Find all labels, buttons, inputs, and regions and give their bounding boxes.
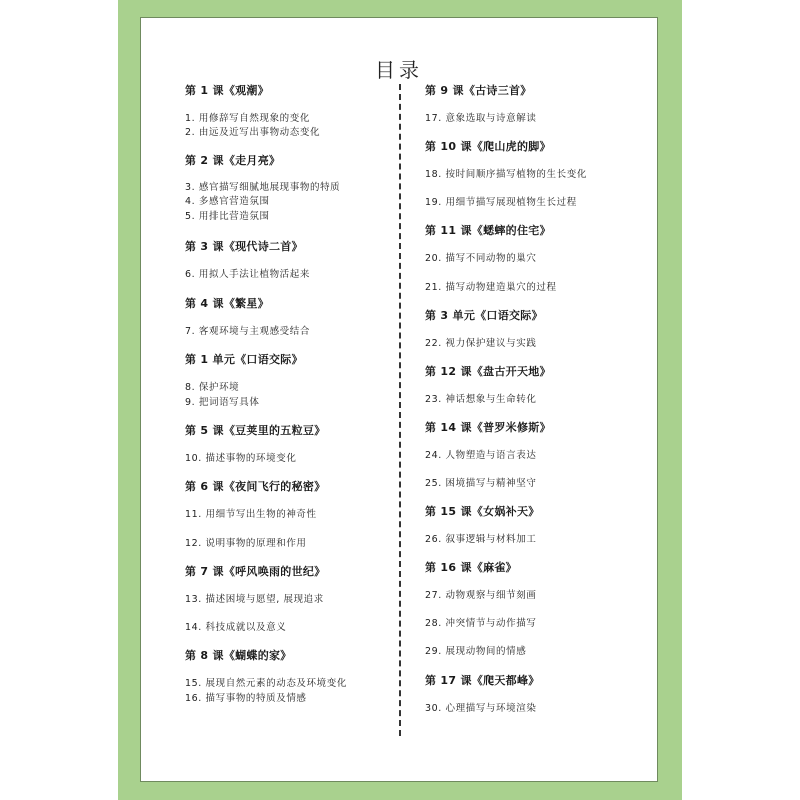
toc-item: 4. 多感官营造氛围 [185,196,270,207]
lesson-heading: 第 3 课《现代诗二首》 [185,240,303,253]
toc-item: 5. 用排比营造氛围 [185,211,270,222]
lesson-heading: 第 2 课《走月亮》 [185,154,281,167]
toc-item: 17. 意象选取与诗意解读 [425,113,537,124]
toc-item: 15. 展现自然元素的动态及环境变化 [185,678,347,689]
toc-item: 21. 描写动物建造巢穴的过程 [425,282,557,293]
lesson-heading: 第 12 课《盘古开天地》 [425,365,551,378]
toc-item: 12. 说明事物的原理和作用 [185,538,307,549]
toc-item: 30. 心理描写与环境渲染 [425,703,537,714]
toc-page [140,17,658,782]
toc-item: 28. 冲突情节与动作描写 [425,618,537,629]
lesson-heading: 第 1 课《观潮》 [185,84,270,97]
lesson-heading: 第 10 课《爬山虎的脚》 [425,140,551,153]
toc-item: 7. 客观环境与主观感受结合 [185,326,310,337]
toc-item: 10. 描述事物的环境变化 [185,453,297,464]
toc-item: 27. 动物观察与细节刻画 [425,590,537,601]
toc-item: 19. 用细节描写展现植物生长过程 [425,197,577,208]
toc-item: 18. 按时间顺序描写植物的生长变化 [425,169,587,180]
lesson-heading: 第 17 课《爬天都峰》 [425,674,540,687]
toc-item: 24. 人物塑造与语言表达 [425,450,537,461]
lesson-heading: 第 1 单元《口语交际》 [185,353,303,366]
lesson-heading: 第 7 课《呼风唤雨的世纪》 [185,565,326,578]
toc-item: 26. 叙事逻辑与材料加工 [425,534,537,545]
toc-item: 11. 用细节写出生物的神奇性 [185,509,317,520]
lesson-heading: 第 14 课《普罗米修斯》 [425,421,551,434]
toc-item: 2. 由远及近写出事物动态变化 [185,127,321,138]
toc-item: 14. 科技成就以及意义 [185,622,287,633]
toc-item: 13. 描述困境与愿望, 展现追求 [185,594,324,605]
lesson-heading: 第 3 单元《口语交际》 [425,309,543,322]
toc-item: 29. 展现动物间的情感 [425,646,527,657]
lesson-heading: 第 9 课《古诗三首》 [425,84,532,97]
toc-item: 3. 感官描写细腻地展现事物的特质 [185,182,341,193]
lesson-heading: 第 15 课《女娲补天》 [425,505,540,518]
lesson-heading: 第 16 课《麻雀》 [425,561,517,574]
toc-item: 9. 把词语写具体 [185,397,260,408]
toc-item: 25. 困境描写与精神坚守 [425,478,537,489]
lesson-heading: 第 8 课《蝴蝶的家》 [185,649,292,662]
lesson-heading: 第 11 课《蟋蟀的住宅》 [425,224,551,237]
column-divider [399,84,401,736]
toc-item: 20. 描写不同动物的巢穴 [425,253,537,264]
toc-item: 16. 描写事物的特质及情感 [185,693,307,704]
lesson-heading: 第 5 课《豆荚里的五粒豆》 [185,424,326,437]
toc-item: 23. 神话想象与生命转化 [425,394,537,405]
toc-item: 6. 用拟人手法让植物活起来 [185,269,310,280]
toc-item: 22. 视力保护建议与实践 [425,338,537,349]
lesson-heading: 第 4 课《繁星》 [185,297,270,310]
lesson-heading: 第 6 课《夜间飞行的秘密》 [185,480,326,493]
toc-item: 1. 用修辞写自然现象的变化 [185,113,310,124]
page-title: 目录 [375,58,423,82]
toc-item: 8. 保护环境 [185,382,240,393]
